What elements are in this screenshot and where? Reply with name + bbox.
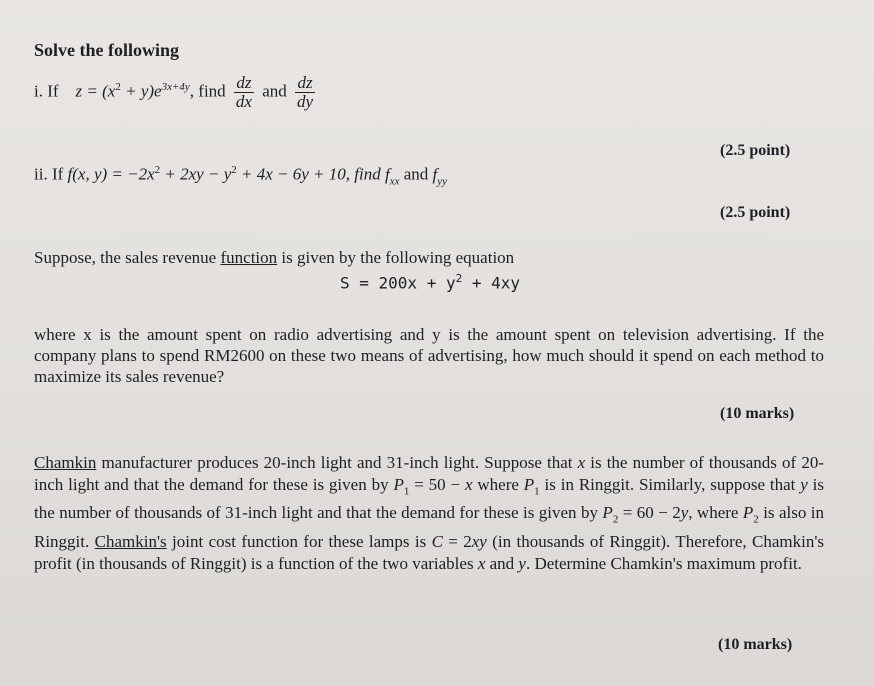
q4-text-8: , where [688,503,743,523]
revenue-eq-square: 2 [455,272,463,285]
q4-y-1: y [800,474,808,494]
derivative-dz-dy [295,74,315,111]
q2-f-xx [384,164,400,188]
q4-text-7: = 60 − 2 [618,503,681,523]
q4-text-1: manufacturer produces 20-inch light and 31-inch light. Suppose that [96,453,578,472]
q4-text-10: joint cost function for these lamps is [166,532,432,552]
derivative-dz-dx [234,74,254,111]
q4-text-5: is in Ringgit. Similarly, suppose that [539,474,801,494]
q1-exponent: 3x+4y [161,80,190,93]
q4-xy: xy [471,532,487,552]
q4-x-3: x [477,553,486,573]
q2-f-yy [432,164,448,188]
q4-x-1: x [577,453,586,472]
q4-name: Chamkin [34,453,97,472]
frac2-denominator: dy [297,92,314,111]
q4-text-3: = 50 − [409,474,465,494]
q2-f1-sub: xx [389,175,400,188]
q2-expr-a: f(x, y) = −2x [67,164,155,184]
q4-p1-b: P [523,474,535,494]
q1-points: (2.5 point) [720,142,791,159]
q4-y-2: y [680,503,689,523]
q4-text-6: is the number of thousands of 31-inch light and that the demand for these is given by [34,474,825,523]
section-heading: Solve the following [34,40,180,60]
q4-body [34,452,824,574]
question-1-label: i. If [34,81,59,101]
q2-square-1: 2 [154,164,161,176]
q4-y-3: y [518,553,526,573]
revenue-eq-b: + 4xy [471,273,521,293]
revenue-eq-a: S = 200x + y [340,273,456,293]
q3-intro [34,248,514,268]
q2-f1: f [384,164,390,184]
q2-f2: f [432,164,438,184]
q4-p1-sub-b: 1 [534,484,540,497]
q4-text-4: where [472,474,524,494]
q4-text-14: . Determine Chamkin's maximum profit. [525,553,802,573]
question-2 [34,164,447,187]
q4-text-12: (in thousands of Ringgit). Therefore, Chamkin's profit (in thousands of Ringgit) is a function of the two variables [34,532,825,573]
q1-expr-eq: = (x [86,81,116,101]
q3-intro-a: Suppose, the sales revenue [34,248,217,267]
q4-p1-sub: 1 [403,484,410,497]
frac2-numerator: dz [297,73,313,92]
q4-name-possessive: Chamkin's [94,532,167,552]
q4-marks: (10 marks) [718,636,793,653]
q1-and: and [262,81,287,101]
q2-square-2: 2 [231,164,237,176]
q4-text-13: and [485,553,519,573]
q4-p2-b: P [742,503,754,523]
q4-p1: P [393,474,404,494]
q2-points: (2.5 point) [720,204,791,221]
q3-marks: (10 marks) [720,405,795,422]
q4-text-9: is also in Ringgit. [34,503,825,552]
q2-expr-c: + 4x − 6y + 10, find [241,164,381,184]
q4-text-11: = 2 [442,532,472,552]
frac1-numerator: dz [236,73,252,92]
revenue-equation [340,272,520,292]
q2-f2-sub: yy [437,175,447,188]
question-2-label: ii. If [34,164,64,184]
q4-c: C [431,532,443,552]
q3-body: where x is the amount spent on radio advertising and y is the amount spent on television advertising. If the company plans to spend RM2600 on these two means of advertising, how much should it spend on each method to maximize its sales revenue? [34,325,824,386]
q4-p2-sub-b: 2 [753,513,759,526]
question-1 [34,74,319,111]
q1-z: z [75,81,83,101]
q4-p2: P [602,503,613,523]
q1-square: 2 [115,80,121,93]
q1-expr-plus-y: + y)e [125,81,162,101]
q1-find: , find [189,81,226,101]
q3-intro-link: function [220,248,278,267]
q3-intro-b: is given by the following equation [281,248,515,267]
q4-x-2: x [464,474,473,494]
q2-expr-b: + 2xy − y [164,164,232,184]
frac1-denominator: dx [235,92,252,111]
q4-p2-sub: 2 [612,513,619,526]
q4-text-2: is the number of thousands of 20-inch light and that the demand for these is given by [34,453,824,494]
q2-and: and [403,164,429,184]
